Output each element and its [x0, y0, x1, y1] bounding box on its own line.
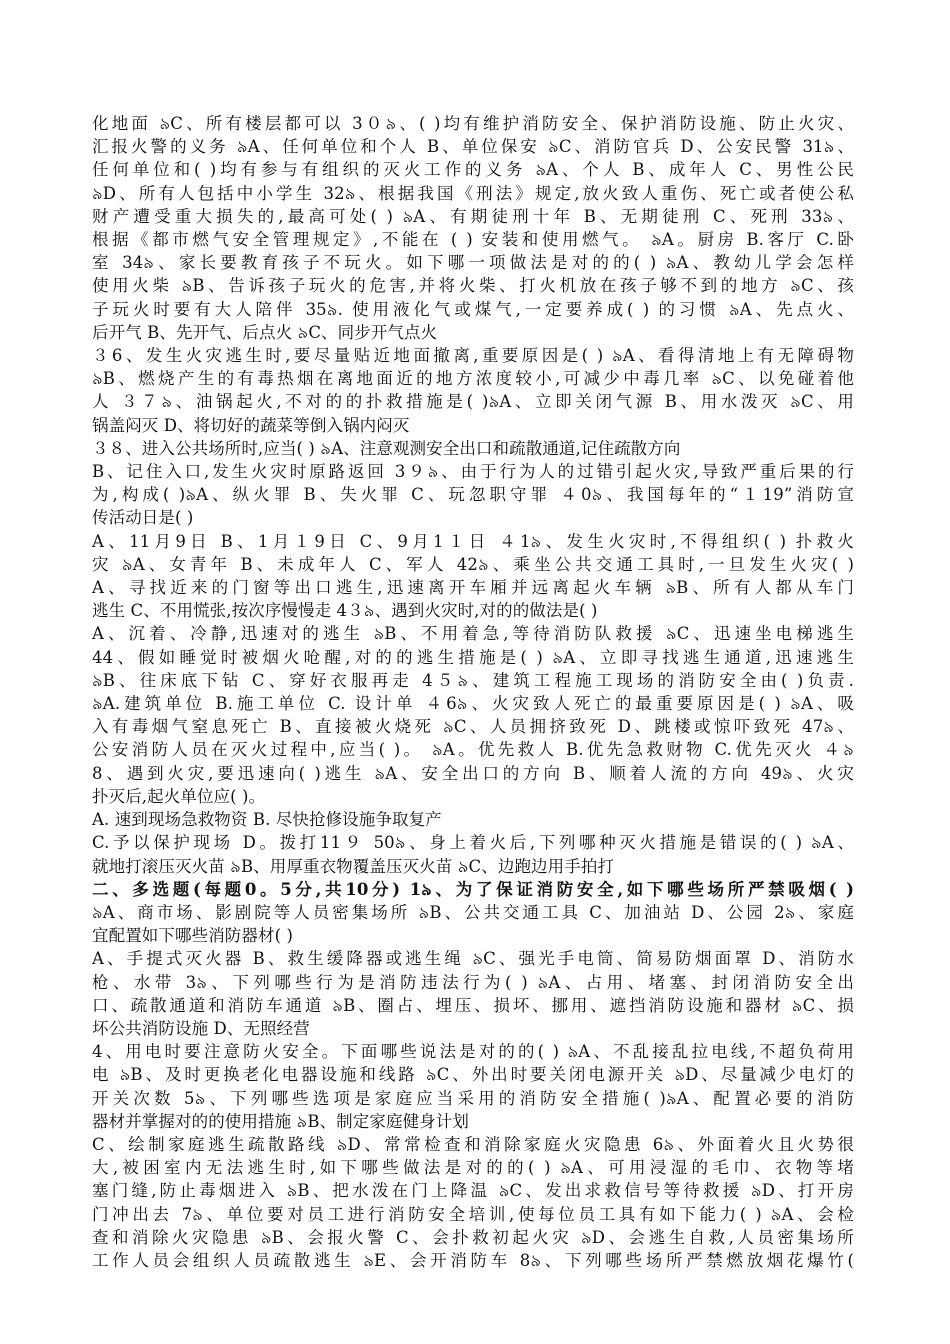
text-line: 宜配置如下哪些消防器材( )	[92, 926, 294, 946]
text-line: C.予以保护现场 D。拨打11９ 50৯、身上着火后,下列哪种灭火措施是错误的( ) ৯A、	[92, 833, 854, 853]
text-line: A、手提式灭火器 B、救生缓降器或逃生绳 ৯C、强光手电筒、简易防烟面罩 D、消防水	[92, 949, 854, 969]
text-line: 器材并掌握对的的使用措施 ৯B、制定家庭健身计划	[92, 1111, 469, 1131]
text-line: ৯B、往床底下钻 C、穿好衣服再走 4５৯、建筑工程施工现场的消防安全由( )负责.	[92, 670, 854, 690]
text-line: 开关次数 5৯、下列哪些选项是家庭应当采用的消防安全措施( )৯A、配置必要的消防	[92, 1088, 854, 1108]
text-line: ３８、进入公共场所时,应当( ) ৯A、注意观测安全出口和疏散通道,记住疏散方向	[92, 438, 681, 458]
text-line: 化地面 ৯C、所有楼层都可以 3０৯、( )均有维护消防安全、保护消防设施、防止火灾、	[92, 114, 854, 133]
text-line: A、寻找近来的门窗等出口逃生,迅速离开车厢并远离起火车辆 ৯B、所有人都从车门	[92, 578, 854, 598]
text-line: 工作人员会组织人员疏散逃生 ৯E、会开消防车 8৯、下列哪些场所严禁燃放烟花爆竹(	[92, 1250, 854, 1270]
text-line: 44、假如睡觉时被烟火呛醒,对的的逃生措施是( ) ৯A、立即寻找逃生通道,迅速逃生	[92, 647, 854, 667]
text-line: 传活动日是( )	[92, 508, 194, 528]
text-line: 4、用电时要注意防火安全。下面哪些说法是对的的( ) ৯A、不乱接乱拉电线,不超负荷用	[92, 1042, 854, 1062]
text-line: 子玩火时要有大人陪伴 35৯. 使用液化气或煤气,一定要养成( ) 的习惯 ৯A、先点火、	[92, 299, 854, 319]
text-line: 灾 ৯A、女青年 B、未成年人 C、军人 42৯、乘坐公共交通工具时,一旦发生火灾( )	[92, 554, 854, 574]
text-line: 使用火柴 ৯B、告诉孩子玩火的危害,并将火柴、打火机放在孩子够不到的地方 ৯C、孩	[92, 276, 854, 296]
text-line: 大,被困室内无法逃生时,如下哪些做法是对的的( ) ৯A、可用浸湿的毛巾、衣物等堵	[92, 1158, 854, 1178]
text-line: 汇报火警的义务 ৯A、任何单位和个人 B、单位保安 ৯C、消防官兵 D、公安民警 31৯、	[92, 137, 854, 157]
text-line: 逃生 C、不用慌张,按次序慢慢走 4３৯、遇到火灾时,对的的做法是( )	[92, 601, 598, 621]
text-line: 根据《都市燃气安全管理规定》,不能在 ( ) 安装和使用燃气。 ৯A。厨房 B.客厅 C.卧	[92, 230, 854, 250]
text-line: A. 速到现场急救物资 B. 尽快抢修设施争取复产	[92, 810, 442, 830]
text-line: 二、多选题(每题0。5分,共10分) 1৯、为了保证消防安全,如下哪些场所严禁吸烟( )	[92, 879, 854, 899]
text-line: 入有毒烟气窒息死亡 B、直接被火烧死 ৯C、人员拥挤致死 D、跳楼或惊吓致死 47৯、	[92, 717, 854, 737]
document-body	[92, 112, 854, 1272]
text-line: ３6、发生火灾逃生时,要尽量贴近地面撤离,重要原因是( ) ৯A、看得清地上有无障碍物	[92, 346, 854, 366]
text-line: B、记住入口,发生火灾时原路返回 3９৯、由于行为人的过错引起火灾,导致严重后果的行	[92, 462, 854, 482]
text-line: 扑灭后,起火单位应( )。	[92, 786, 266, 806]
text-line: 电 ৯B、及时更换老化电器设施和线路 ৯C、外出时要关闭电源开关 ৯D、尽量减少电灯的	[92, 1065, 854, 1085]
text-line: 财产遭受重大损失的,最高可处( ) ৯A、有期徒刑十年 B、无期徒刑 C、死刑 33৯、	[92, 206, 854, 226]
text-line: ৯D、所有人包括中小学生 32৯、根据我国《刑法》规定,放火致人重伤、死亡或者使公私	[92, 183, 854, 203]
text-line: 公安消防人员在灭火过程中,应当( )。 ৯A。优先救人 B.优先急救财物 C.优先灭火 ４৯	[92, 740, 854, 760]
text-line: 就地打滚压灭火苗 ৯B、用厚重衣物覆盖压灭火苗 ৯C、边跑边用手拍打	[92, 856, 615, 876]
text-line: 门冲出去 7৯、单位要对员工进行消防安全培训,使每位员工具有如下能力( ) ৯A、会检	[92, 1204, 854, 1224]
text-line: 锅盖闷灭 D、将切好的蔬菜等倒入锅内闷灭	[92, 415, 410, 435]
text-line: A、11月9日 B、1月１9日 C、9月1１日 ４1৯、发生火灾时,不得组织( ) 扑救火	[92, 531, 854, 551]
text-line: 人 ３７৯、油锅起火,不对的的扑救措施是( )৯A、立即关闭气源 B、用水泼灭 ৯C、用	[92, 392, 854, 412]
text-line: C、绘制家庭逃生疏散路线 ৯D、常常检查和消除家庭火灾隐患 6৯、外面着火且火势很	[92, 1134, 854, 1154]
text-line: 后开气 B、先开气、后点火 ৯C、同步开气点火	[92, 322, 438, 342]
text-line: 室 34৯、家长要教育孩子不玩火。如下哪一项做法是对的的( ) ৯A、教幼儿学会怎样	[92, 253, 854, 273]
text-line: ৯A.建筑单位 B.施工单位 C. 设计单 ４6৯、火灾致人死亡的最重要原因是( ) ৯A、吸	[92, 694, 854, 714]
text-line: 口、疏散通道和消防车通道 ৯B、圈占、埋压、损坏、挪用、遮挡消防设施和器材 ৯C、损	[92, 995, 854, 1015]
text-line: 塞门缝,防止毒烟进入 ৯B、把水泼在门上降温 ৯C、发出求救信号等待救援 ৯D、打开房	[92, 1181, 854, 1201]
text-line: 8、遇到火灾,要迅速向( )逃生 ৯A、安全出口的方向 B、顺着人流的方向 49৯、火灾	[92, 763, 854, 783]
text-line: 枪、水带 3৯、下列哪些行为是消防违法行为( ) ৯A、占用、堵塞、封闭消防安全出	[92, 972, 854, 992]
text-line: 查和消除火灾隐患 ৯B、会报火警 C、会扑救初起火灾 ৯D、会逃生自救,人员密集场所	[92, 1227, 854, 1247]
text-line: ৯A、商市场、影剧院等人员密集场所 ৯B、公共交通工具 C、加油站 D、公园 2৯、家庭	[92, 902, 854, 922]
text-line: 为,构成( )৯A、纵火罪 B、失火罪 C、玩忽职守罪 ４0৯、我国每年的“１19”消防宣	[92, 485, 854, 505]
text-line: ৯B、燃烧产生的有毒热烟在离地面近的地方浓度较小,可减少中毒几率 ৯C、以免碰着他	[92, 369, 854, 389]
text-line: 任何单位和( )均有参与有组织的灭火工作的义务 ৯A、个人 B、成年人 C、男性公民	[92, 160, 854, 180]
text-line: 坏公共消防设施 D、无照经营	[92, 1018, 310, 1038]
text-line: A、沉着、冷静,迅速对的逃生 ৯B、不用着急,等待消防队救援 ৯C、迅速坐电梯逃生	[92, 624, 854, 644]
